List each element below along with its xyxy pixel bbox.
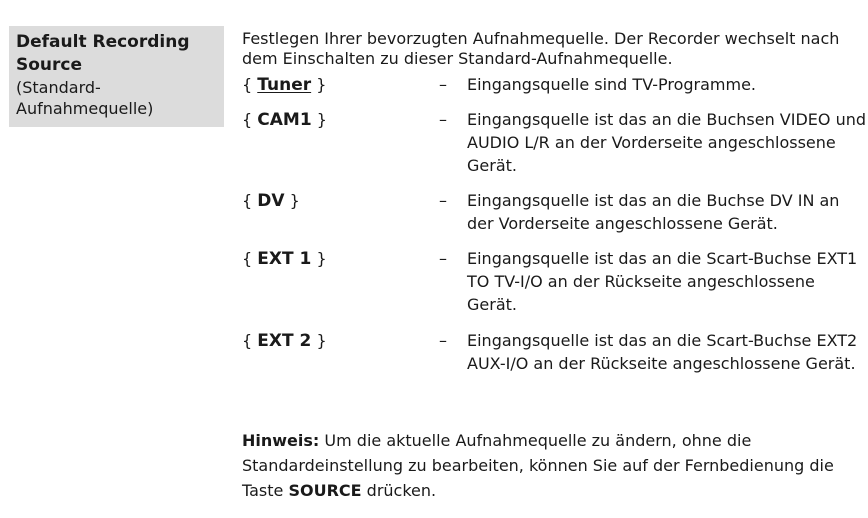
option-description: Eingangsquelle ist das an die Buchse DV IN an der Vorderseite angeschlossene Gerät. xyxy=(467,191,840,233)
note-text-before: Um die aktuelle Aufnahmequelle zu ändern, ohne die Standardeinstellung zu bearbeiten, können Sie auf der Fernbedienung die Taste xyxy=(242,431,834,500)
brace-open: { xyxy=(242,191,258,210)
option-dash: – xyxy=(439,331,447,350)
option-dash: – xyxy=(439,249,447,268)
brace-close: } xyxy=(316,75,327,94)
setting-subtitle: (Standard-Aufnahmequelle) xyxy=(16,78,154,118)
note-text-after: drücken. xyxy=(361,481,437,500)
intro-paragraph: Festlegen Ihrer bevorzugten Aufnahmequelle. Der Recorder wechselt nach dem Einschalten zu dieser Standard-Aufnahmequelle. xyxy=(242,29,840,68)
option-key xyxy=(242,189,432,213)
option-key xyxy=(242,247,432,271)
option-name-tuner: Tuner xyxy=(257,75,312,95)
option-name-cam1: CAM1 xyxy=(257,110,312,130)
note-paragraph xyxy=(242,428,862,503)
brace-open: { xyxy=(242,331,258,350)
brace-close: } xyxy=(316,249,327,268)
note-label: Hinweis: xyxy=(242,431,320,450)
brace-open: { xyxy=(242,75,258,94)
option-key xyxy=(242,73,432,97)
note-source-key: SOURCE xyxy=(288,481,362,500)
option-dash: – xyxy=(439,191,447,210)
option-dash: – xyxy=(439,110,447,129)
option-description: Eingangsquelle sind TV-Programme. xyxy=(467,75,756,94)
option-key xyxy=(242,108,432,132)
option-key xyxy=(242,329,432,353)
option-name-dv: DV xyxy=(257,191,285,211)
option-dash: – xyxy=(439,75,447,94)
brace-close: } xyxy=(289,191,300,210)
option-name-ext1: EXT 1 xyxy=(257,249,312,269)
option-description: Eingangsquelle ist das an die Scart-Buchse EXT2 AUX-I/O an der Rückseite angeschlossene Gerät. xyxy=(467,331,858,373)
brace-open: { xyxy=(242,110,258,129)
option-description: Eingangsquelle ist das an die Scart-Buchse EXT1 TO TV-I/O an der Rückseite angeschlossene Gerät. xyxy=(467,249,858,314)
setting-title: Default Recording Source xyxy=(16,32,190,75)
brace-close: } xyxy=(316,331,327,350)
brace-close: } xyxy=(316,110,327,129)
option-name-ext2: EXT 2 xyxy=(257,331,312,351)
brace-open: { xyxy=(242,249,258,268)
setting-label-box xyxy=(9,26,224,127)
option-description: Eingangsquelle ist das an die Buchsen VIDEO und AUDIO L/R an der Vorderseite angeschlossene Gerät. xyxy=(467,110,867,175)
